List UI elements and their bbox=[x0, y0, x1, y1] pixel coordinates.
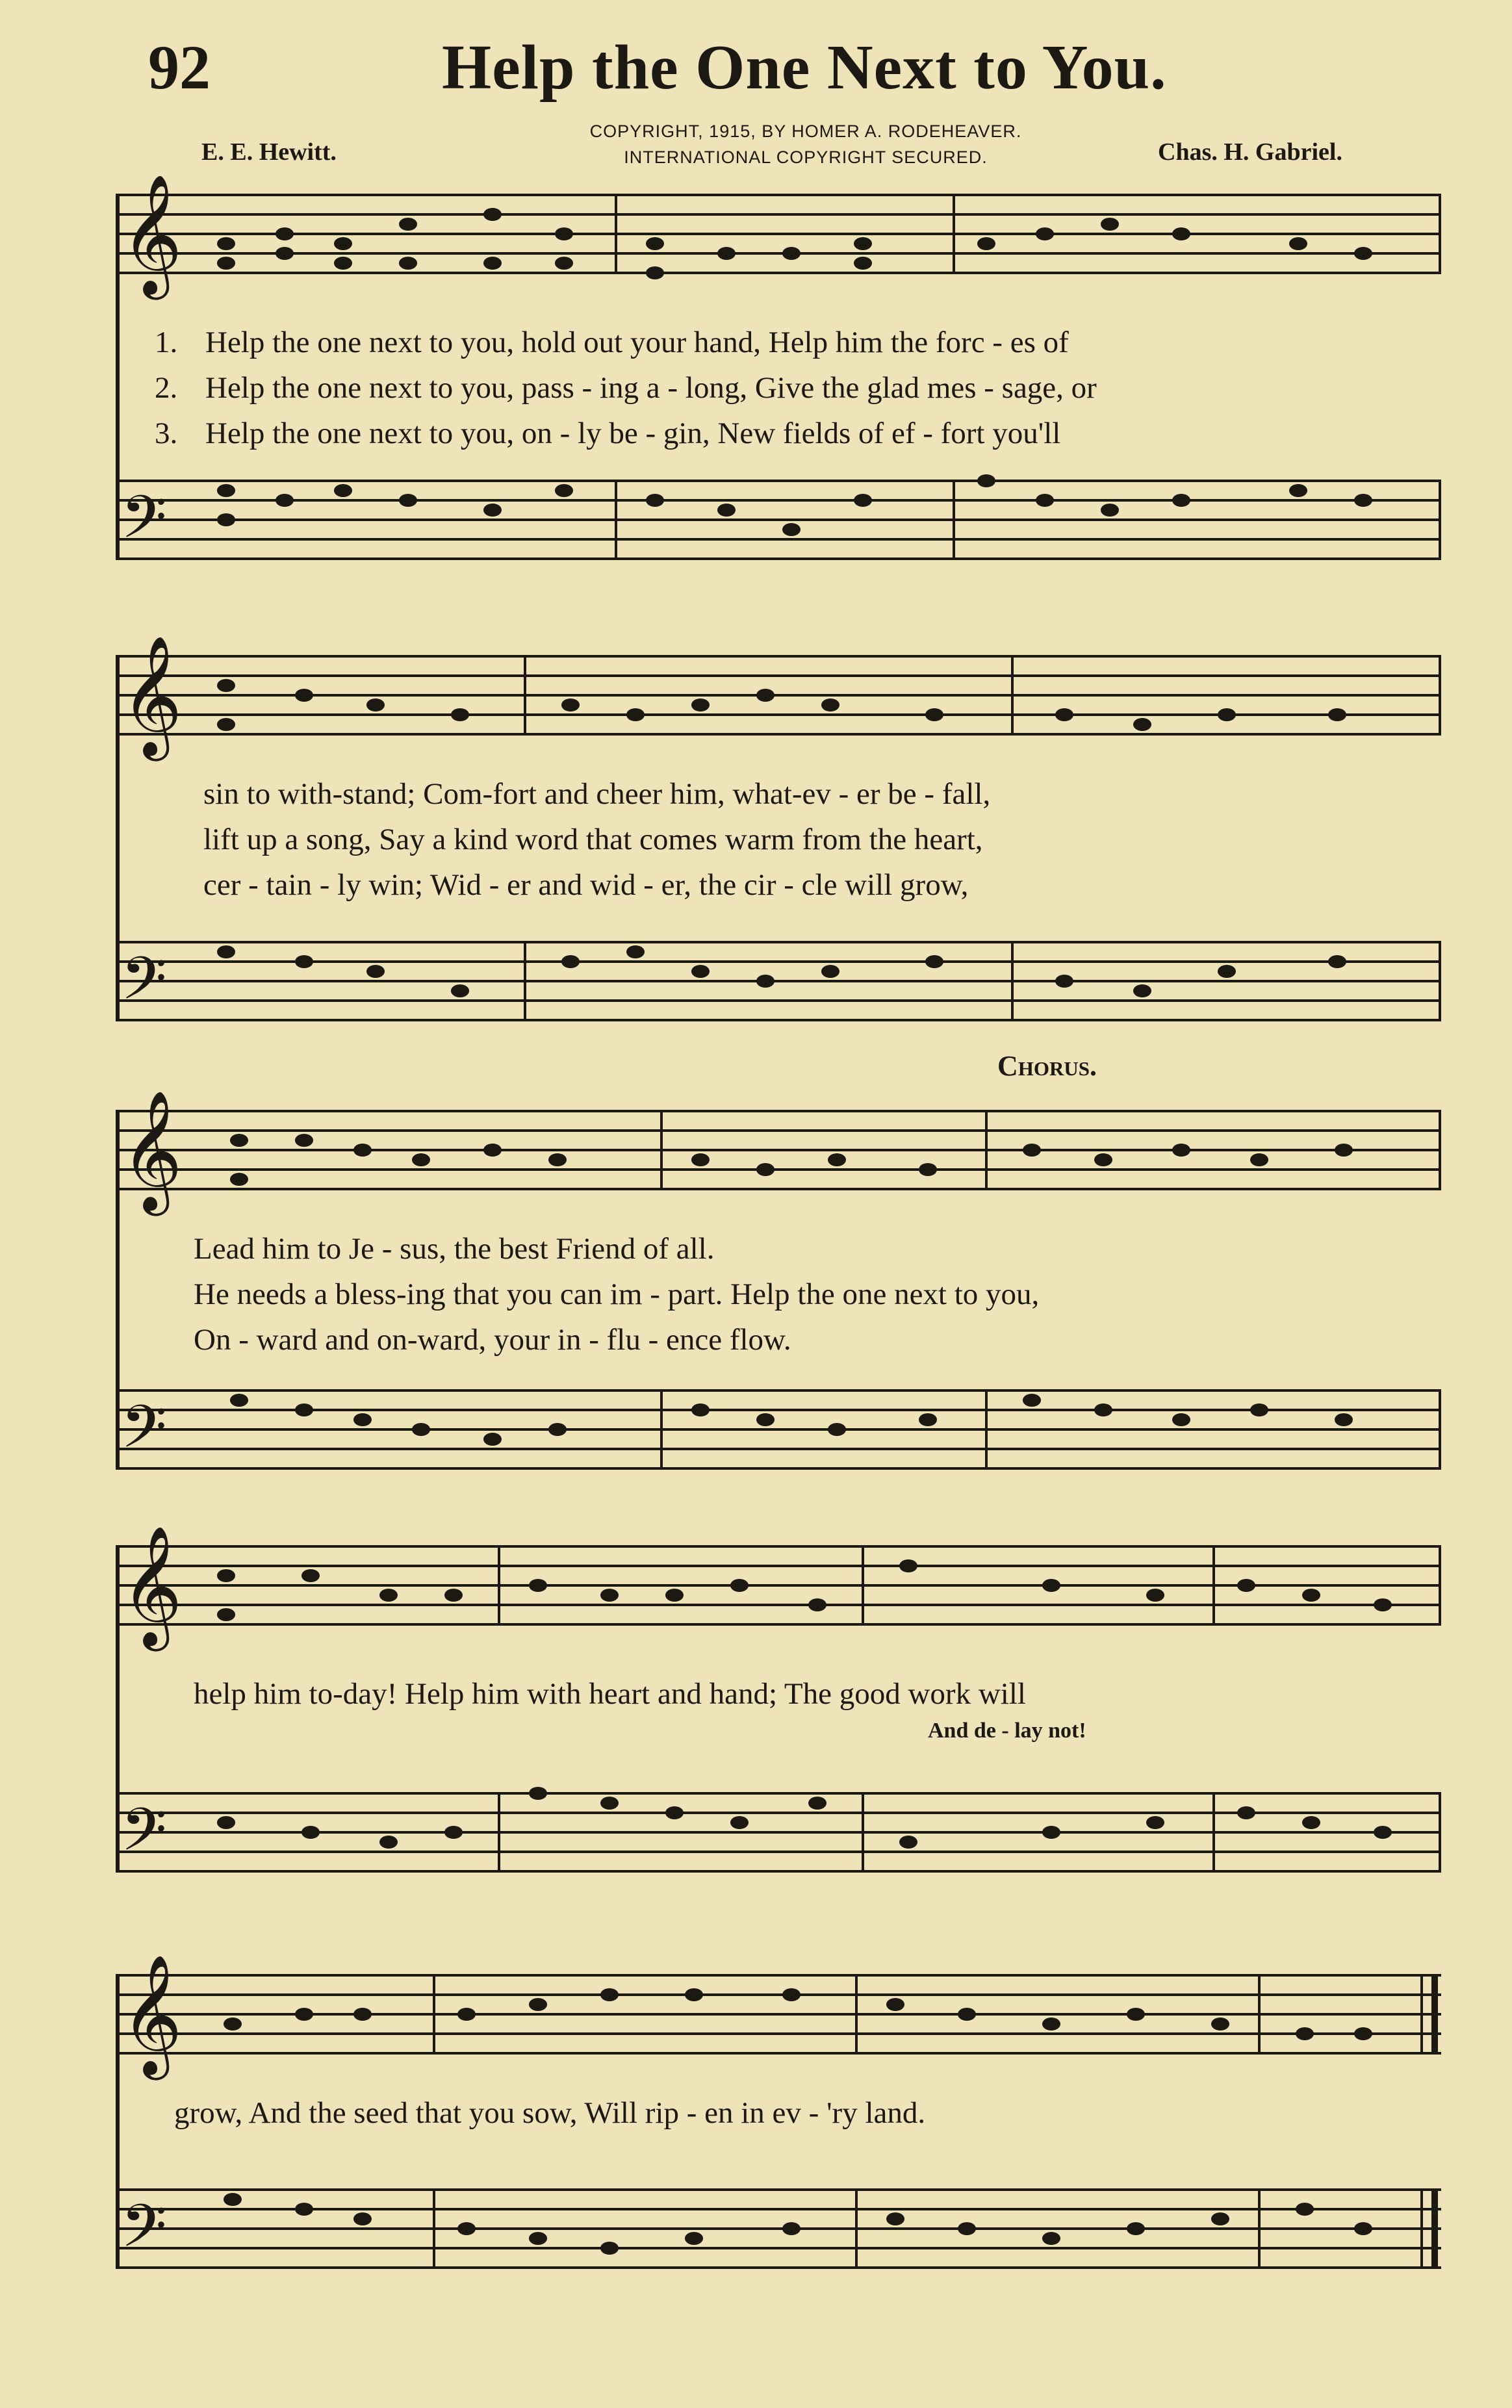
hymn-title: Help the One Next to You. bbox=[442, 32, 1167, 103]
music-system-4 bbox=[116, 1520, 1441, 1910]
chorus-lyric-3: On - ward and on-ward, your in - flu - ence flow. bbox=[194, 1323, 791, 1357]
composer-credit: Chas. H. Gabriel. bbox=[1158, 138, 1342, 166]
chorus-label: Chorus. bbox=[997, 1050, 1097, 1082]
bass-clef-icon: 𝄢 bbox=[121, 483, 167, 566]
bass-clef-icon: 𝄢 bbox=[121, 2192, 167, 2275]
lyric-verse-2: lift up a song, Say a kind word that comes warm from the heart, bbox=[203, 823, 983, 856]
treble-clef-icon: 𝄞 bbox=[121, 634, 183, 756]
lyric-verse-3: cer - tain - ly win; Wid - er and wid - er, the cir - cle will grow, bbox=[203, 868, 969, 902]
lyric-verse-3: 3. Help the one next to you, on - ly be - gin, New fields of ef - fort you'll bbox=[155, 416, 1061, 450]
music-system-2 bbox=[116, 630, 1441, 1046]
treble-clef-icon: 𝄞 bbox=[121, 1953, 183, 2075]
lyric-verse-1: 1. Help the one next to you, hold out your hand, Help him the forc - es of bbox=[155, 326, 1069, 359]
copyright-notice bbox=[539, 118, 1072, 170]
lyricist-credit: E. E. Hewitt. bbox=[201, 138, 337, 166]
chorus-lyric-2: He needs a bless-ing that you can im - part. Help the one next to you, bbox=[194, 1277, 1040, 1311]
chorus-lyric-1: Lead him to Je - sus, the best Friend of all. bbox=[194, 1232, 715, 1266]
bass-clef-icon: 𝄢 bbox=[121, 944, 167, 1027]
staff-notation bbox=[116, 1520, 1441, 1910]
copyright-line: COPYRIGHT, 1915, BY HOMER A. RODEHEAVER. bbox=[589, 122, 1022, 141]
chorus-lyric-1: help him to-day! Help him with heart and hand; The good work will bbox=[194, 1677, 1026, 1711]
echo-label: And de - lay not! bbox=[928, 1719, 1086, 1743]
treble-clef-icon: 𝄞 bbox=[121, 1089, 183, 1210]
final-lyric: grow, And the seed that you sow, Will rip - en in ev - 'ry land. bbox=[174, 2096, 926, 2130]
treble-clef-icon: 𝄞 bbox=[121, 1524, 183, 1646]
treble-clef-icon: 𝄞 bbox=[121, 175, 183, 294]
bass-clef-icon: 𝄢 bbox=[121, 1392, 167, 1476]
music-system-1 bbox=[116, 175, 1441, 591]
music-system-3 bbox=[116, 1085, 1441, 1501]
copyright-line: INTERNATIONAL COPYRIGHT SECURED. bbox=[624, 147, 988, 167]
lyric-verse-1: sin to with-stand; Com-fort and cheer him, what-ev - er be - fall, bbox=[203, 777, 991, 811]
lyric-verse-2: 2. Help the one next to you, pass - ing a - long, Give the glad mes - sage, or bbox=[155, 371, 1097, 405]
hymn-number: 92 bbox=[148, 32, 211, 102]
bass-clef-icon: 𝄢 bbox=[121, 1795, 167, 1878]
staff-notation bbox=[116, 1943, 1441, 2333]
music-system-5 bbox=[116, 1943, 1441, 2333]
